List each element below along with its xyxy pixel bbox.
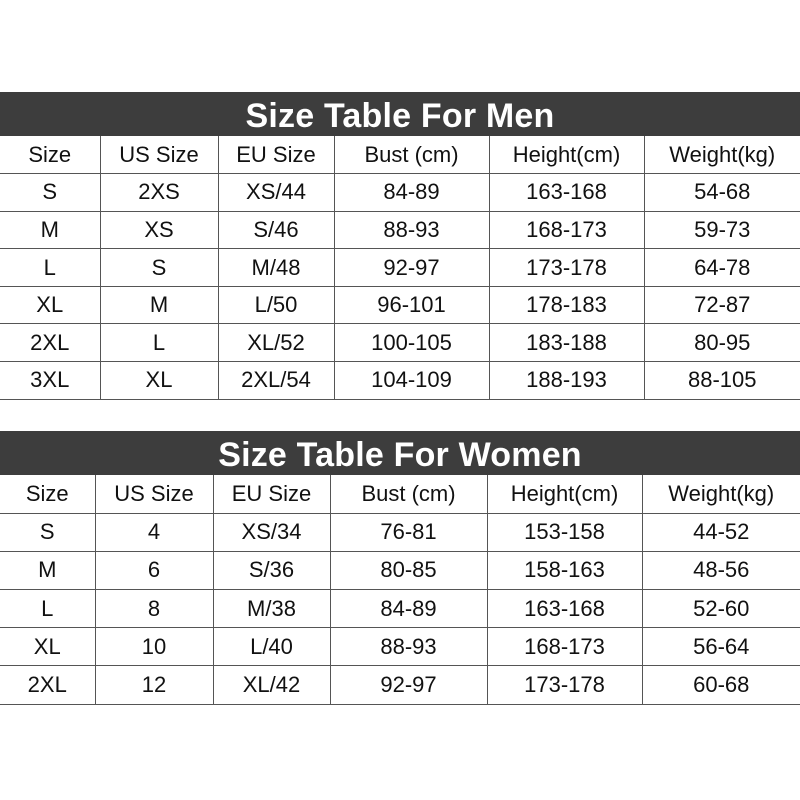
table-cell: 173-178 — [487, 666, 642, 704]
table-cell: 100-105 — [334, 324, 489, 362]
table-cell: M — [100, 286, 218, 324]
table-cell: 3XL — [0, 362, 100, 400]
column-header: Height(cm) — [487, 475, 642, 513]
table-cell: 163-168 — [489, 174, 644, 212]
table-cell: 60-68 — [642, 666, 800, 704]
table-cell: 80-85 — [330, 551, 487, 589]
table-cell: XS/34 — [213, 513, 330, 551]
table-cell: 10 — [95, 628, 213, 666]
table-row — [0, 249, 800, 287]
table-cell: 153-158 — [487, 513, 642, 551]
table-cell: XL — [0, 628, 95, 666]
table-cell: 44-52 — [642, 513, 800, 551]
table-cell: 163-168 — [487, 590, 642, 628]
table-cell: 88-93 — [334, 211, 489, 249]
men-size-section — [0, 92, 800, 400]
column-header: Weight(kg) — [642, 475, 800, 513]
table-cell: M/38 — [213, 590, 330, 628]
table-cell: 59-73 — [644, 211, 800, 249]
table-row — [0, 362, 800, 400]
table-cell: 54-68 — [644, 174, 800, 212]
table-cell: M — [0, 551, 95, 589]
table-cell: 88-105 — [644, 362, 800, 400]
women-size-section — [0, 431, 800, 705]
table-cell: 104-109 — [334, 362, 489, 400]
table-row — [0, 628, 800, 666]
table-row — [0, 551, 800, 589]
table-cell: 168-173 — [487, 628, 642, 666]
table-cell: 76-81 — [330, 513, 487, 551]
column-header: Height(cm) — [489, 136, 644, 174]
table-cell: 52-60 — [642, 590, 800, 628]
table-cell: 56-64 — [642, 628, 800, 666]
table-cell: 88-93 — [330, 628, 487, 666]
table-row — [0, 590, 800, 628]
column-header: EU Size — [213, 475, 330, 513]
table-cell: S — [0, 174, 100, 212]
table-cell: XL/42 — [213, 666, 330, 704]
table-cell: 84-89 — [330, 590, 487, 628]
column-header: Size — [0, 475, 95, 513]
table-cell: 2XL/54 — [218, 362, 334, 400]
table-cell: 158-163 — [487, 551, 642, 589]
table-cell: 8 — [95, 590, 213, 628]
table-cell: 2XL — [0, 324, 100, 362]
table-row — [0, 211, 800, 249]
header-row — [0, 136, 800, 174]
table-cell: 4 — [95, 513, 213, 551]
table-cell: 183-188 — [489, 324, 644, 362]
column-header: Bust (cm) — [334, 136, 489, 174]
table-cell: 2XS — [100, 174, 218, 212]
table-cell: S/46 — [218, 211, 334, 249]
men-size-table — [0, 136, 800, 400]
women-table-title: Size Table For Women — [0, 431, 800, 475]
table-row — [0, 513, 800, 551]
table-cell: XL — [0, 286, 100, 324]
column-header: US Size — [100, 136, 218, 174]
column-header: Weight(kg) — [644, 136, 800, 174]
table-cell: 92-97 — [334, 249, 489, 287]
table-cell: XS — [100, 211, 218, 249]
column-header: Bust (cm) — [330, 475, 487, 513]
table-cell: 92-97 — [330, 666, 487, 704]
table-cell: 188-193 — [489, 362, 644, 400]
table-cell: 178-183 — [489, 286, 644, 324]
table-row — [0, 324, 800, 362]
table-cell: L — [0, 249, 100, 287]
table-cell: 173-178 — [489, 249, 644, 287]
table-cell: L/50 — [218, 286, 334, 324]
table-cell: 80-95 — [644, 324, 800, 362]
column-header: US Size — [95, 475, 213, 513]
table-cell: XL — [100, 362, 218, 400]
table-row — [0, 286, 800, 324]
table-cell: S — [0, 513, 95, 551]
table-cell: 72-87 — [644, 286, 800, 324]
table-cell: S/36 — [213, 551, 330, 589]
table-row — [0, 174, 800, 212]
table-cell: 168-173 — [489, 211, 644, 249]
column-header: EU Size — [218, 136, 334, 174]
table-cell: 96-101 — [334, 286, 489, 324]
table-cell: L/40 — [213, 628, 330, 666]
table-cell: 48-56 — [642, 551, 800, 589]
table-cell: L — [0, 590, 95, 628]
table-cell: 12 — [95, 666, 213, 704]
table-cell: XL/52 — [218, 324, 334, 362]
table-cell: M — [0, 211, 100, 249]
women-size-table — [0, 475, 800, 705]
header-row — [0, 475, 800, 513]
men-table-title: Size Table For Men — [0, 92, 800, 136]
column-header: Size — [0, 136, 100, 174]
table-cell: L — [100, 324, 218, 362]
table-cell: XS/44 — [218, 174, 334, 212]
table-cell: 84-89 — [334, 174, 489, 212]
table-cell: 2XL — [0, 666, 95, 704]
table-cell: M/48 — [218, 249, 334, 287]
table-cell: S — [100, 249, 218, 287]
table-cell: 64-78 — [644, 249, 800, 287]
table-cell: 6 — [95, 551, 213, 589]
table-row — [0, 666, 800, 704]
